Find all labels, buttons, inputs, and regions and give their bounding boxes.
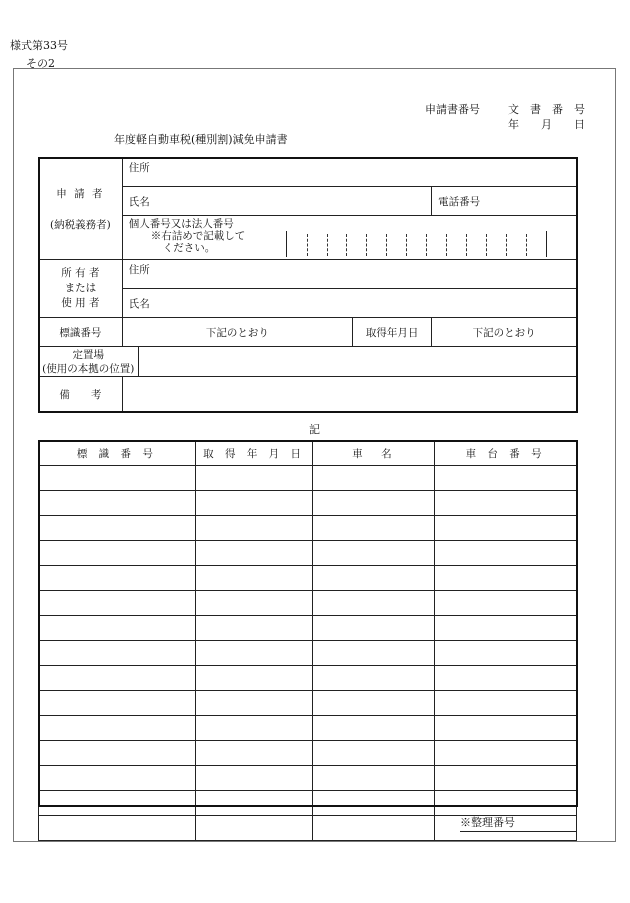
vehicle-car-cell[interactable] (313, 716, 435, 741)
table-row (39, 791, 577, 816)
applicant-address-cell[interactable] (122, 158, 576, 187)
vehicle-plate-cell[interactable] (39, 816, 196, 841)
applicant-id-note2: ください。 (162, 242, 216, 254)
acq-date-value-cell[interactable] (432, 318, 577, 347)
vehicle-plate-cell[interactable] (39, 741, 196, 766)
vehicle-date-cell[interactable] (195, 516, 313, 541)
vehicle-plate-cell[interactable] (39, 591, 196, 616)
vehicle-date-cell[interactable] (195, 766, 313, 791)
vehicle-chassis-cell[interactable] (435, 491, 577, 516)
vehicle-car-cell[interactable] (313, 466, 435, 491)
date-line: 年 月 日 (508, 118, 585, 131)
owner-name-cell[interactable] (122, 289, 576, 318)
applicant-sublabel: (納税義務者) (50, 218, 111, 231)
vehicle-plate-cell[interactable] (39, 641, 196, 666)
acq-date-label-cell (353, 318, 432, 347)
applicant-label-cell (39, 158, 123, 260)
location-label2: (使用の本拠の位置) (42, 362, 135, 375)
table-row (39, 466, 577, 491)
remarks-label-cell (39, 377, 123, 413)
vehicle-chassis-cell[interactable] (435, 566, 577, 591)
table-row (39, 491, 577, 516)
id-digit-boxes[interactable] (286, 231, 547, 257)
vehicle-chassis-cell[interactable] (435, 616, 577, 641)
location-value-cell[interactable] (138, 347, 576, 377)
vehicle-date-cell[interactable] (195, 691, 313, 716)
vehicle-date-cell[interactable] (195, 791, 313, 816)
vehicle-chassis-cell[interactable] (435, 741, 577, 766)
plate-label-cell (39, 318, 123, 347)
applicant-id-label: 個人番号又は法人番号 (128, 218, 234, 230)
vehicle-date-cell[interactable] (195, 666, 313, 691)
table-row (39, 741, 577, 766)
vehicle-car-cell[interactable] (313, 641, 435, 666)
vehicle-car-cell[interactable] (313, 616, 435, 641)
applicant-phone-label: 電話番号 (438, 195, 481, 208)
vehicle-plate-cell[interactable] (39, 616, 196, 641)
location-label-cell (39, 347, 139, 377)
vehicle-car-cell[interactable] (313, 666, 435, 691)
vehicle-plate-cell[interactable] (39, 566, 196, 591)
applicant-name-label: 氏名 (128, 195, 150, 208)
vehicle-plate-cell[interactable] (39, 666, 196, 691)
vehicle-date-cell[interactable] (195, 566, 313, 591)
vehicle-date-cell[interactable] (195, 466, 313, 491)
vehicle-date-cell[interactable] (195, 741, 313, 766)
vehicle-chassis-cell[interactable] (435, 591, 577, 616)
vehicle-date-cell[interactable] (195, 641, 313, 666)
application-number-label: 申請書番号 (425, 103, 480, 116)
vehicle-chassis-cell[interactable] (435, 666, 577, 691)
table-row (39, 691, 577, 716)
vehicle-date-cell[interactable] (195, 716, 313, 741)
vehicle-plate-cell[interactable] (39, 766, 196, 791)
vehicle-car-cell[interactable] (313, 566, 435, 591)
vehicle-date-cell[interactable] (195, 541, 313, 566)
vehicle-plate-cell[interactable] (39, 516, 196, 541)
owner-label2: または (64, 282, 97, 294)
owner-label-cell (39, 260, 123, 318)
plate-label: 標識番号 (59, 326, 102, 339)
col-date-header: 取 得 年 月 日 (195, 441, 313, 466)
owner-name-label: 氏名 (128, 297, 150, 310)
acq-date-label: 取得年月日 (365, 326, 419, 339)
vehicle-date-cell[interactable] (195, 591, 313, 616)
table-row (39, 591, 577, 616)
col-chassis-header: 車 台 番 号 (435, 441, 577, 466)
vehicle-chassis-cell[interactable] (435, 791, 577, 816)
remarks-value-cell[interactable] (122, 377, 576, 413)
form-number: 様式第33号 (10, 39, 68, 52)
table-row (39, 666, 577, 691)
vehicle-table (38, 440, 577, 841)
vehicle-car-cell[interactable] (313, 791, 435, 816)
applicant-address-label: 住所 (128, 162, 150, 174)
table-row (39, 541, 577, 566)
vehicle-car-cell[interactable] (313, 816, 435, 841)
vehicle-plate-cell[interactable] (39, 716, 196, 741)
vehicle-chassis-cell[interactable] (435, 766, 577, 791)
applicant-phone-cell[interactable] (432, 187, 577, 216)
vehicle-car-cell[interactable] (313, 691, 435, 716)
application-table (38, 157, 577, 413)
vehicle-date-cell[interactable] (195, 616, 313, 641)
col-plate-header: 標 識 番 号 (39, 441, 196, 466)
reference-number[interactable] (460, 814, 576, 832)
vehicle-chassis-cell[interactable] (435, 716, 577, 741)
applicant-id-note1: ※右詰めで記載して (150, 230, 246, 242)
plate-value-cell[interactable] (122, 318, 352, 347)
reference-number-label: ※整理番号 (460, 816, 515, 829)
plate-value: 下記のとおり (205, 326, 269, 339)
document-number-label: 文 書 番 号 (508, 103, 585, 116)
ki-heading: 記 (309, 423, 320, 436)
vehicle-car-cell[interactable] (313, 516, 435, 541)
owner-label1: 所 有 者 (61, 267, 100, 279)
vehicle-car-cell[interactable] (313, 766, 435, 791)
table-row (39, 566, 577, 591)
applicant-name-cell[interactable] (122, 187, 431, 216)
vehicle-plate-cell[interactable] (39, 541, 196, 566)
vehicle-car-cell[interactable] (313, 741, 435, 766)
vehicle-date-cell[interactable] (195, 491, 313, 516)
vehicle-plate-cell[interactable] (39, 491, 196, 516)
table-row (39, 616, 577, 641)
vehicle-car-cell[interactable] (313, 541, 435, 566)
vehicle-plate-cell[interactable] (39, 791, 196, 816)
table-row (39, 716, 577, 741)
owner-address-label: 住所 (128, 264, 150, 276)
table-row (39, 766, 577, 791)
owner-address-cell[interactable] (122, 260, 576, 289)
form-title: 年度軽自動車税(種別割)減免申請書 (114, 133, 288, 146)
vehicle-car-cell[interactable] (313, 491, 435, 516)
applicant-label: 申 請 者 (56, 187, 105, 200)
remarks-label: 備 考 (59, 389, 102, 401)
vehicle-chassis-cell[interactable] (435, 541, 577, 566)
form-sub: その2 (26, 57, 55, 70)
vehicle-car-cell[interactable] (313, 591, 435, 616)
location-label1: 定置場 (72, 348, 104, 361)
vehicle-chassis-cell[interactable] (435, 466, 577, 491)
vehicle-date-cell[interactable] (195, 816, 313, 841)
vehicle-chassis-cell[interactable] (435, 516, 577, 541)
vehicle-chassis-cell[interactable] (435, 641, 577, 666)
owner-label3: 使 用 者 (61, 297, 100, 309)
table-row (39, 516, 577, 541)
vehicle-plate-cell[interactable] (39, 466, 196, 491)
table-row (39, 641, 577, 666)
col-car-header: 車 名 (313, 441, 435, 466)
acq-date-value: 下記のとおり (472, 326, 536, 339)
vehicle-plate-cell[interactable] (39, 691, 196, 716)
vehicle-chassis-cell[interactable] (435, 691, 577, 716)
